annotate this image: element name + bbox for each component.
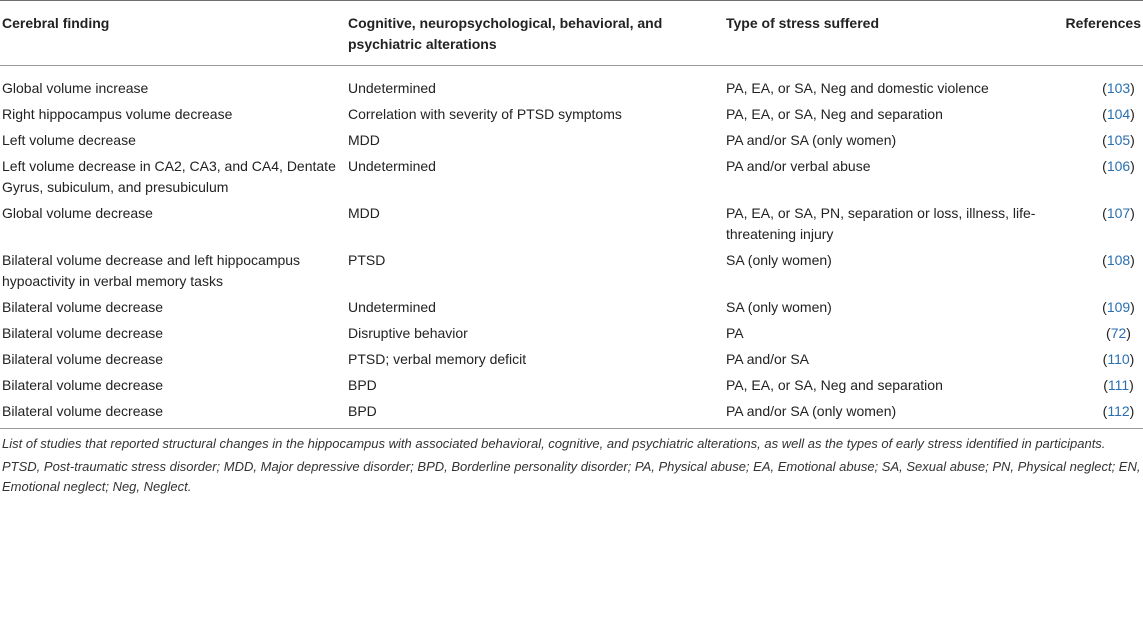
cell-stress: PA	[726, 325, 744, 341]
cell-finding: Bilateral volume decrease	[2, 299, 164, 315]
cell-finding: Bilateral volume decrease	[2, 377, 164, 393]
reference-link[interactable]: 109	[1106, 299, 1131, 315]
cell-alteration: Correlation with severity of PTSD symptoms	[348, 106, 622, 122]
table-caption: List of studies that reported structural changes in the hippocampus with associated behavioral, cognitive, and psychiatric alterations, as well as the types of early stress identified in participants.	[2, 436, 1106, 451]
cell-stress: PA, EA, or SA, Neg and domestic violence	[726, 80, 989, 96]
cell-stress: PA, EA, or SA, PN, separation or loss, illness, life-threatening injury	[726, 205, 1036, 242]
table-row	[0, 344, 1143, 370]
header-references: References	[1065, 15, 1141, 31]
cell-finding: Global volume increase	[2, 80, 149, 96]
cell-finding: Bilateral volume decrease	[2, 403, 164, 419]
header-cerebral-finding: Cerebral finding	[2, 15, 110, 31]
cell-stress: PA and/or SA (only women)	[726, 132, 897, 148]
cell-alteration: Undetermined	[348, 299, 436, 315]
reference-link[interactable]: 104	[1106, 106, 1131, 122]
cell-alteration: PTSD; verbal memory deficit	[348, 351, 527, 367]
cell-reference: (107)	[1102, 205, 1135, 221]
table-row	[0, 151, 1143, 198]
table-row	[0, 99, 1143, 125]
table-row	[0, 396, 1143, 429]
cell-stress: PA, EA, or SA, Neg and separation	[726, 106, 943, 122]
reference-link[interactable]: 108	[1106, 252, 1131, 268]
cell-reference: (105)	[1102, 132, 1135, 148]
cell-stress: PA, EA, or SA, Neg and separation	[726, 377, 943, 393]
reference-link[interactable]: 72	[1110, 325, 1127, 341]
cell-reference: (112)	[1102, 403, 1135, 419]
cell-alteration: BPD	[348, 377, 377, 393]
cell-finding: Global volume decrease	[2, 205, 153, 221]
table-row	[0, 292, 1143, 318]
reference-link[interactable]: 107	[1106, 205, 1131, 221]
cell-alteration: Undetermined	[348, 80, 436, 96]
reference-link[interactable]: 105	[1106, 132, 1131, 148]
cell-reference: (109)	[1102, 299, 1135, 315]
cell-reference: (103)	[1102, 80, 1135, 96]
cell-finding: Bilateral volume decrease	[2, 351, 164, 367]
reference-link[interactable]: 112	[1107, 403, 1130, 419]
cell-stress: PA and/or SA	[726, 351, 810, 367]
cell-alteration: MDD	[348, 205, 380, 221]
cell-stress: SA (only women)	[726, 299, 832, 315]
table-footnotes	[0, 429, 1143, 497]
cell-reference: (110)	[1102, 351, 1135, 367]
cell-finding: Left volume decrease	[2, 132, 136, 148]
table-header	[0, 1, 1143, 66]
table-row	[0, 66, 1143, 100]
table-row	[0, 125, 1143, 151]
table-row	[0, 245, 1143, 292]
cell-reference: (104)	[1102, 106, 1135, 122]
cell-reference: (108)	[1102, 252, 1135, 268]
table-row	[0, 198, 1143, 245]
reference-link[interactable]: 103	[1106, 80, 1131, 96]
cell-finding: Left volume decrease in CA2, CA3, and CA4, Dentate Gyrus, subiculum, and presubiculum	[2, 158, 336, 195]
cell-stress: PA and/or verbal abuse	[726, 158, 871, 174]
cell-alteration: BPD	[348, 403, 377, 419]
abbreviations-note: PTSD, Post-traumatic stress disorder; MDD, Major depressive disorder; BPD, Borderline personality disorder; PA, Physical abuse; EA, Emotional abuse; SA, Sexual abuse; PN, Physical neglect; EN, Emotional neglect; Neg, Neglect.	[2, 459, 1141, 494]
cell-finding: Bilateral volume decrease and left hippocampus hypoactivity in verbal memory tasks	[2, 252, 301, 289]
header-alterations: Cognitive, neuropsychological, behavioral, and psychiatric alterations	[348, 15, 663, 52]
cell-finding: Bilateral volume decrease	[2, 325, 164, 341]
cell-finding: Right hippocampus volume decrease	[2, 106, 233, 122]
reference-link[interactable]: 111	[1107, 377, 1130, 393]
reference-link[interactable]: 110	[1107, 351, 1130, 367]
cell-alteration: MDD	[348, 132, 380, 148]
header-stress-type: Type of stress suffered	[726, 15, 880, 31]
cell-stress: SA (only women)	[726, 252, 832, 268]
cell-alteration: Undetermined	[348, 158, 436, 174]
cell-stress: PA and/or SA (only women)	[726, 403, 897, 419]
table-body	[0, 66, 1143, 429]
cell-alteration: Disruptive behavior	[348, 325, 468, 341]
header-row	[0, 1, 1143, 66]
table-row	[0, 370, 1143, 396]
table-row	[0, 318, 1143, 344]
cell-reference: (106)	[1102, 158, 1135, 174]
cell-reference: (111)	[1103, 377, 1134, 393]
cell-reference: (72)	[1106, 325, 1131, 341]
cell-alteration: PTSD	[348, 252, 386, 268]
reference-link[interactable]: 106	[1106, 158, 1131, 174]
